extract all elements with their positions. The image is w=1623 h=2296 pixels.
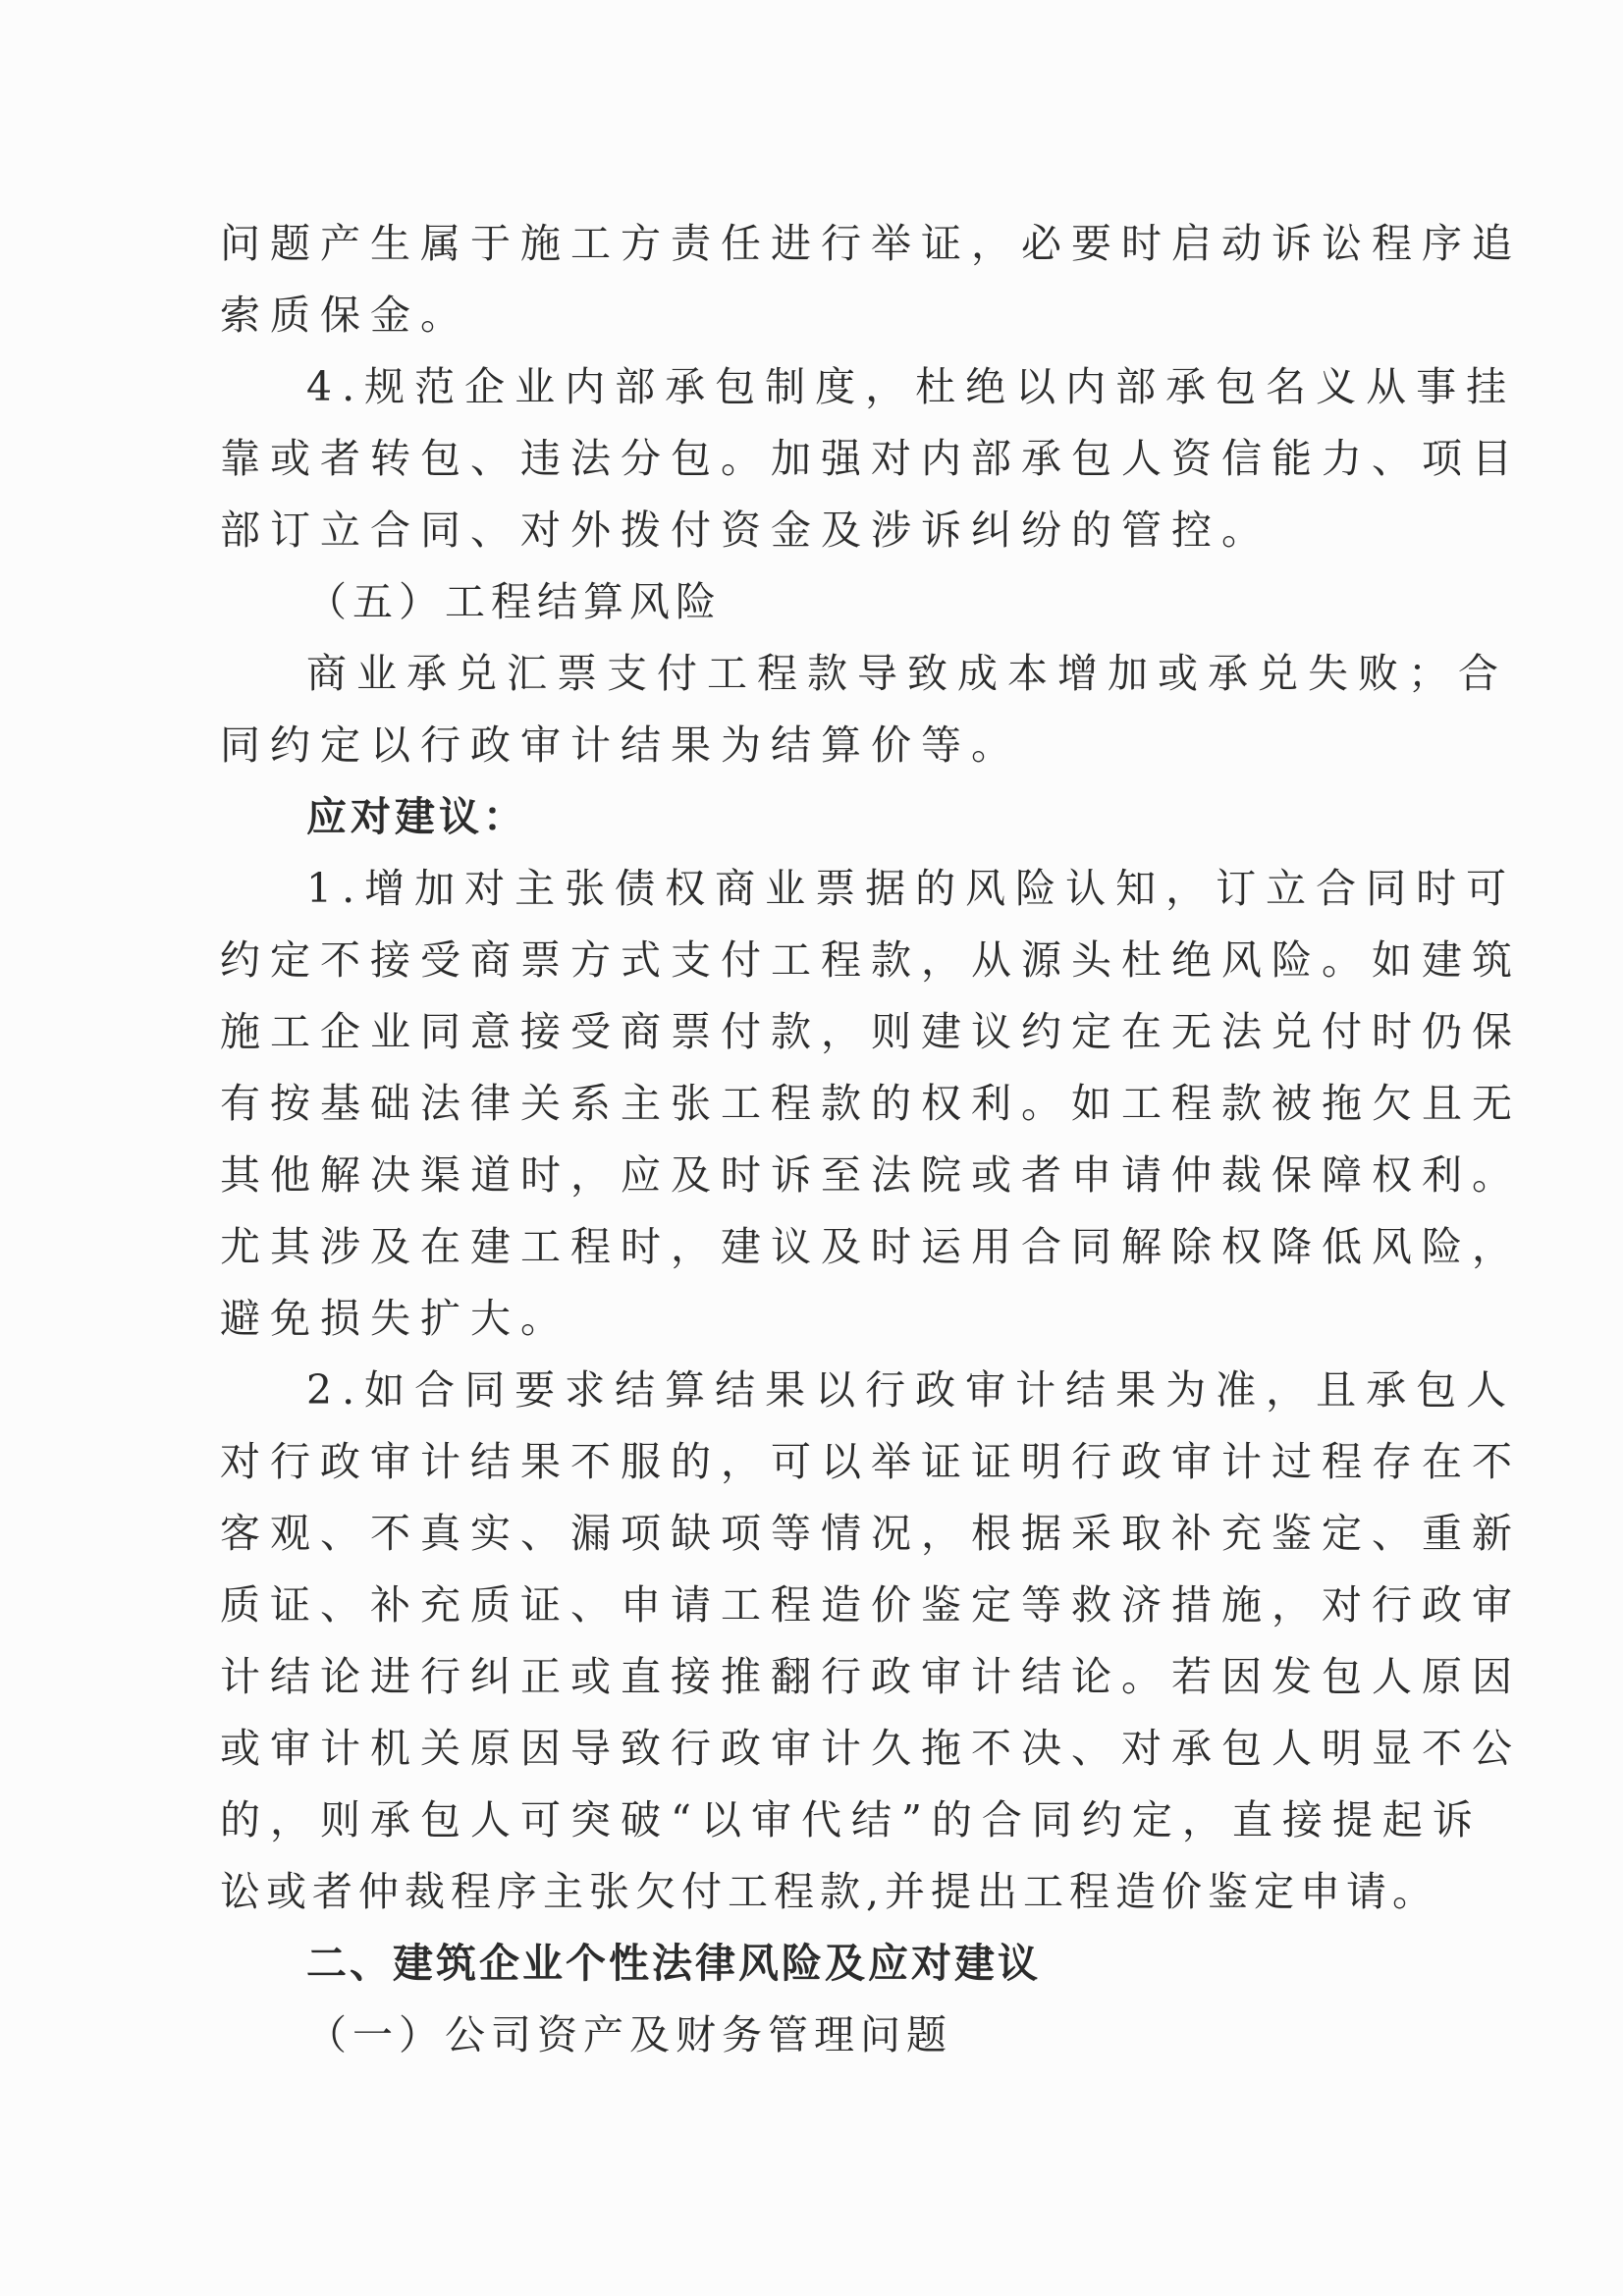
numbered-item-2: 2.如合同要求结算结果以行政审计结果为准，且承包人: [306, 1366, 1517, 1414]
body-line: 施工企业同意接受商票付款，则建议约定在无法兑付时仍保: [220, 1008, 1522, 1055]
body-line: 对行政审计结果不服的，可以举证证明行政审计过程存在不: [220, 1438, 1522, 1485]
numbered-item-4: 4.规范企业内部承包制度，杜绝以内部承包名义从事挂: [306, 363, 1517, 410]
body-line: 部订立合同、对外拨付资金及涉诉纠纷的管控。: [220, 507, 1271, 554]
body-line: 避免损失扩大。: [220, 1295, 570, 1342]
suggestion-heading: 应对建议：: [306, 793, 527, 840]
document-body: [220, 208, 1522, 2058]
body-line: 有按基础法律关系主张工程款的权利。如工程款被拖欠且无: [220, 1080, 1522, 1127]
body-line: 约定不接受商票方式支付工程款，从源头杜绝风险。如建筑: [220, 936, 1522, 984]
body-line: 尤其涉及在建工程时，建议及时运用合同解除权降低风险，: [220, 1223, 1522, 1270]
subsection-heading-one: （一）公司资产及财务管理问题: [306, 2011, 952, 2058]
body-line: 客观、不真实、漏项缺项等情况，根据采取补充鉴定、重新: [220, 1510, 1522, 1557]
body-line: 质证、补充质证、申请工程造价鉴定等救济措施，对行政审: [220, 1581, 1522, 1629]
body-line: 商业承兑汇票支付工程款导致成本增加或承兑失败；合: [306, 650, 1508, 697]
body-line: 计结论进行纠正或直接推翻行政审计结论。若因发包人原因: [220, 1653, 1522, 1700]
subsection-heading-five: （五）工程结算风险: [306, 578, 722, 625]
body-line: 讼或者仲裁程序主张欠付工程款,并提出工程造价鉴定申请。: [220, 1868, 1439, 1915]
body-line: 或审计机关原因导致行政审计久拖不决、对承包人明显不公: [220, 1725, 1522, 1772]
body-line: 的，则承包人可突破“以审代结”的合同约定，直接提起诉: [220, 1796, 1483, 1843]
section-heading-two: 二、建筑企业个性法律风险及应对建议: [306, 1940, 1041, 1987]
body-line: 其他解决渠道时，应及时诉至法院或者申请仲裁保障权利。: [220, 1151, 1522, 1199]
body-line: 索质保金。: [220, 292, 470, 339]
numbered-item-1: 1.增加对主张债权商业票据的风险认知，订立合同时可: [306, 865, 1517, 912]
body-line: 问题产生属于施工方责任进行举证，必要时启动诉讼程序追: [220, 220, 1522, 267]
body-line: 同约定以行政审计结果为结算价等。: [220, 721, 1021, 769]
body-line: 靠或者转包、违法分包。加强对内部承包人资信能力、项目: [220, 435, 1522, 482]
